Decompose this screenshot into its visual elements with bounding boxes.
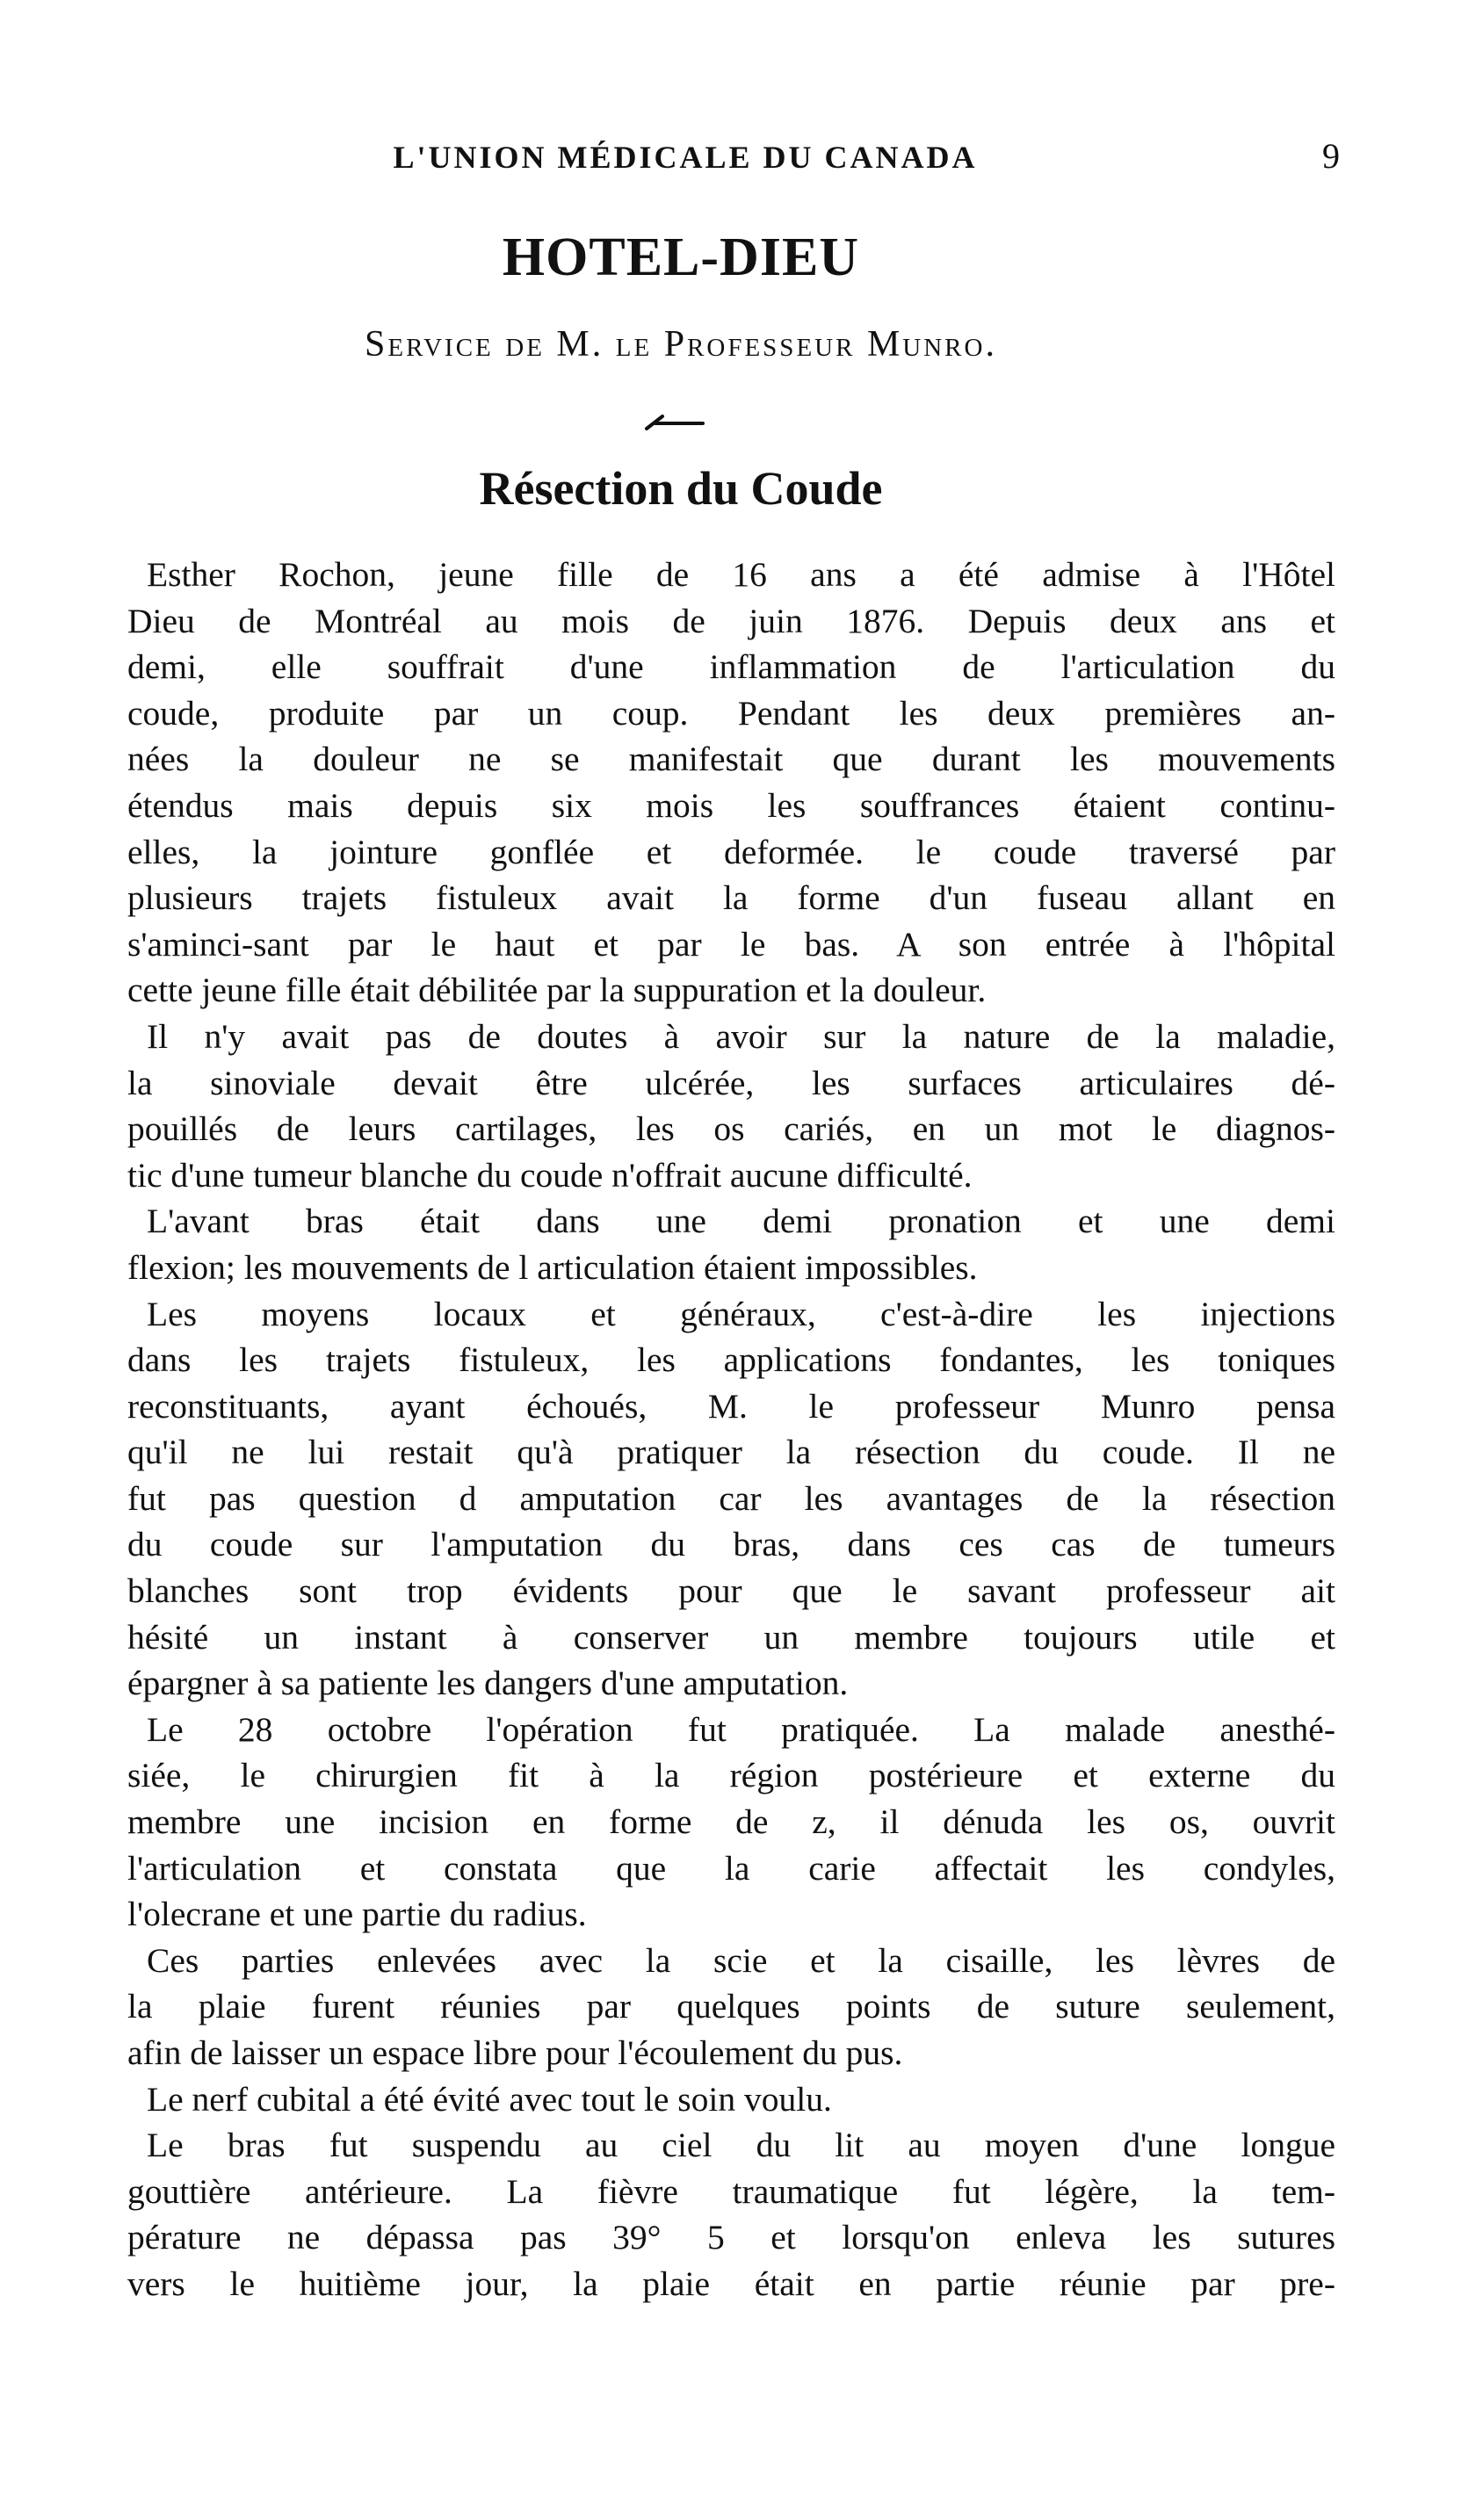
running-title: L'UNION MÉDICALE DU CANADA [393, 140, 978, 175]
body-line: l'olecrane et une partie du radius. [127, 1895, 587, 1934]
body-line: l'articulation et constata que la carie affectait les condyles, [127, 1848, 1335, 1888]
body-line: s'aminci-sant par le haut et par le bas. A son entrée à l'hôpital [127, 924, 1335, 964]
body-line: pérature ne dépassa pas 39° 5 et lorsqu'on enleva les sutures [127, 2218, 1335, 2257]
body-line: Le nerf cubital a été évité avec tout le soin voulu. [147, 2079, 832, 2119]
body-line: Les moyens locaux et généraux, c'est-à-dire les injections [147, 1294, 1335, 1333]
body-line: étendus mais depuis six mois les souffrances étaient continu- [127, 785, 1335, 825]
page-number: 9 [1322, 136, 1340, 176]
body-line: qu'il ne lui restait qu'à pratiquer la résection du coude. Il ne [127, 1433, 1335, 1472]
article-body [127, 552, 1335, 2307]
body-line: afin de laisser un espace libre pour l'écoulement du pus. [127, 2033, 903, 2072]
body-line: nées la douleur ne se manifestait que durant les mouvements [127, 740, 1335, 779]
body-line: elles, la jointure gonflée et deformée. le coude traversé par [127, 832, 1335, 871]
body-line: Il n'y avait pas de doutes à avoir sur la nature de la maladie, [147, 1016, 1335, 1056]
running-head [0, 136, 1483, 191]
body-line: coude, produite par un coup. Pendant les deux premières an- [127, 693, 1335, 733]
service-line: Service de M. le Professeur Munro. [365, 324, 997, 365]
body-line: fut pas question d amputation car les avantages de la résection [127, 1478, 1335, 1518]
body-line: tic d'une tumeur blanche du coude n'offrait aucune difficulté. [127, 1155, 973, 1195]
body-line: Esther Rochon, jeune fille de 16 ans a été admise à l'Hôtel [147, 555, 1335, 594]
body-line: la plaie furent réunies par quelques points de suture seulement, [127, 1987, 1335, 2026]
body-line: Le bras fut suspendu au ciel du lit au moyen d'une longue [147, 2126, 1335, 2165]
body-line: dans les trajets fistuleux, les applications fondantes, les toniques [127, 1340, 1335, 1380]
body-line: la sinoviale devait être ulcérée, les surfaces articulaires dé- [127, 1063, 1335, 1102]
body-line: flexion; les mouvements de l articulation étaient impossibles. [127, 1247, 978, 1287]
body-line: siée, le chirurgien fit à la région postérieure et externe du [127, 1756, 1335, 1795]
body-line: gouttière antérieure. La fièvre traumatique fut légère, la tem- [127, 2171, 1335, 2211]
body-line: membre une incision en forme de z, il dénuda les os, ouvrit [127, 1802, 1335, 1842]
body-line: Ces parties enlevées avec la scie et la cisaille, les lèvres de [147, 1940, 1335, 1980]
body-line: Dieu de Montréal au mois de juin 1876. Depuis deux ans et [127, 601, 1335, 640]
body-line: épargner à sa patiente les dangers d'une amputation. [127, 1664, 849, 1703]
body-line: plusieurs trajets fistuleux avait la forme d'un fuseau allant en [127, 878, 1335, 918]
article-title: Résection du Coude [479, 462, 883, 515]
body-line: reconstituants, ayant échoués, M. le professeur Munro pensa [127, 1386, 1335, 1426]
dash-ornament-icon [641, 411, 712, 437]
body-line: L'avant bras était dans une demi pronation et une demi [147, 1202, 1335, 1241]
body-line: cette jeune fille était débilitée par la suppuration et la douleur. [127, 971, 987, 1010]
body-line: Le 28 octobre l'opération fut pratiquée. La malade anesthé- [147, 1709, 1335, 1749]
body-line: hésité un instant à conserver un membre toujours utile et [127, 1617, 1335, 1657]
body-line: du coude sur l'amputation du bras, dans ces cas de tumeurs [127, 1525, 1335, 1564]
body-line: pouillés de leurs cartilages, les os cariés, en un mot le diagnos- [127, 1109, 1335, 1149]
body-line: blanches sont trop évidents pour que le savant professeur ait [127, 1571, 1335, 1611]
body-line: demi, elle souffrait d'une inflammation de l'articulation du [127, 647, 1335, 687]
body-line: vers le huitième jour, la plaie était en partie réunie par pre- [127, 2264, 1335, 2303]
section-title: HOTEL-DIEU [502, 227, 860, 287]
